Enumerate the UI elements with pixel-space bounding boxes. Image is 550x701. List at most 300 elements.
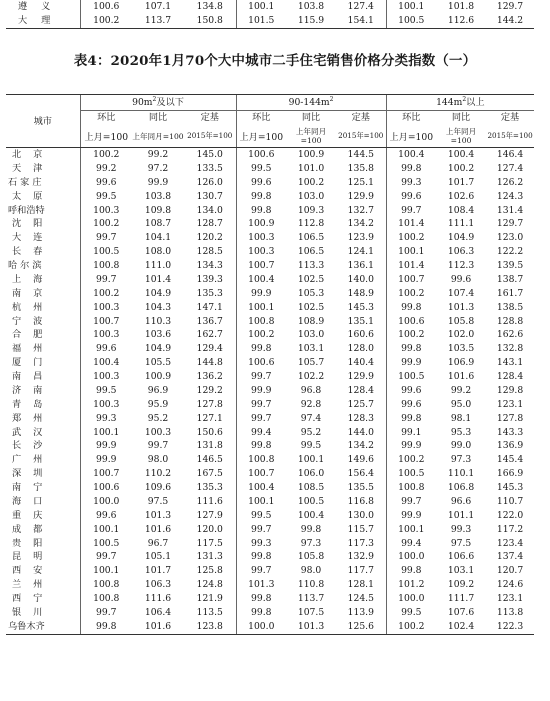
city-name: 济南 <box>12 384 55 396</box>
index-value: 102.5 <box>297 273 325 285</box>
city-name: 南昌 <box>12 371 55 382</box>
table-row <box>6 356 534 370</box>
index-value: 99.8 <box>236 592 286 606</box>
index-value: 100.1 <box>386 523 436 537</box>
index-value: 100.5 <box>80 245 132 259</box>
index-value: 99.9 <box>236 384 286 398</box>
index-value: 100.2 <box>297 176 325 188</box>
index-value: 100.2 <box>236 328 286 342</box>
index-value: 99.5 <box>236 509 286 523</box>
city-name: 兰州 <box>12 579 55 591</box>
index-value: 99.7 <box>236 523 286 537</box>
table-row <box>6 162 534 176</box>
index-value: 111.0 <box>144 260 172 271</box>
index-value: 101.1 <box>447 509 475 521</box>
index-value: 101.3 <box>447 301 475 313</box>
index-value: 107.5 <box>297 606 325 618</box>
city-name: 深圳 <box>12 468 55 480</box>
index-value: 120.7 <box>496 565 524 577</box>
index-value: 100.8 <box>80 578 132 592</box>
index-value: 100.2 <box>80 217 132 231</box>
city-name: 福州 <box>12 343 55 355</box>
index-value: 105.8 <box>297 551 325 563</box>
index-value: 100.5 <box>386 467 436 481</box>
index-value: 97.4 <box>300 412 322 424</box>
index-value: 104.9 <box>447 232 475 244</box>
index-value: 100.2 <box>386 620 436 634</box>
table-row <box>6 439 534 453</box>
index-value: 99.0 <box>450 440 472 452</box>
index-value: 111.6 <box>196 495 223 507</box>
index-value: 100.1 <box>80 523 132 537</box>
table-row <box>6 537 534 551</box>
index-value: 135.5 <box>347 482 374 493</box>
city-name: 上海 <box>12 273 55 285</box>
index-value: 131.4 <box>496 204 524 216</box>
index-value: 120.0 <box>196 523 223 535</box>
index-value: 99.3 <box>80 412 132 426</box>
index-value: 128.3 <box>347 412 374 424</box>
city-name: 贵阳 <box>12 537 55 549</box>
index-value: 115.7 <box>347 523 374 535</box>
index-value: 100.2 <box>80 14 132 29</box>
index-value: 130.7 <box>196 190 223 202</box>
index-value: 150.6 <box>196 426 223 438</box>
index-value: 99.7 <box>386 204 436 218</box>
city-name: 长春 <box>12 246 55 258</box>
index-value: 100.1 <box>80 564 132 578</box>
index-value: 100.2 <box>80 287 132 301</box>
index-value: 98.0 <box>300 565 322 577</box>
index-value: 99.7 <box>80 231 132 245</box>
metric-header: 环比 <box>386 111 436 126</box>
index-value: 130.0 <box>347 509 374 521</box>
index-value: 140.0 <box>347 273 374 285</box>
index-value: 100.4 <box>386 148 436 162</box>
index-value: 100.9 <box>144 371 172 382</box>
index-value: 101.6 <box>132 620 184 634</box>
index-value: 123.0 <box>496 232 524 244</box>
index-value: 117.2 <box>496 523 524 535</box>
index-value: 109.2 <box>447 579 475 591</box>
index-value: 121.9 <box>196 593 223 604</box>
index-value: 101.3 <box>286 620 336 634</box>
metric-header: 定基 <box>500 112 520 123</box>
city-name: 哈尔滨 <box>8 260 45 271</box>
index-value: 112.8 <box>297 218 325 230</box>
index-value: 126.2 <box>496 176 524 188</box>
index-value: 138.7 <box>496 273 524 285</box>
index-value: 123.4 <box>496 537 524 549</box>
index-value: 108.5 <box>297 482 325 493</box>
index-value: 134.2 <box>347 440 374 452</box>
table-row <box>6 0 534 14</box>
index-value: 150.8 <box>184 14 236 29</box>
city-name: 合肥 <box>12 329 55 341</box>
index-value: 105.3 <box>297 287 325 299</box>
table-row <box>6 287 534 301</box>
index-value: 100.0 <box>236 620 286 634</box>
index-value: 100.9 <box>297 149 325 160</box>
city-name: 呼和浩特 <box>8 204 45 216</box>
index-value: 99.8 <box>236 550 286 564</box>
table-row <box>6 523 534 537</box>
index-value: 167.5 <box>196 468 223 480</box>
index-value: 103.8 <box>144 190 172 202</box>
index-value: 106.3 <box>447 246 475 258</box>
table-row <box>6 564 534 578</box>
index-value: 144.2 <box>486 14 534 29</box>
table-row <box>6 370 534 384</box>
index-value: 135.3 <box>196 482 223 493</box>
city-name: 南京 <box>12 287 55 299</box>
table-row <box>6 384 534 398</box>
city-name: 沈阳 <box>12 218 55 230</box>
city-name: 大连 <box>12 232 55 244</box>
index-value: 139.3 <box>196 273 223 285</box>
index-value: 104.9 <box>144 343 172 355</box>
table-row <box>6 495 534 509</box>
index-value: 108.9 <box>297 315 325 327</box>
index-value: 97.3 <box>300 537 322 549</box>
index-value: 104.9 <box>144 287 172 299</box>
index-value: 166.9 <box>496 468 524 480</box>
index-value: 107.1 <box>144 1 172 12</box>
index-value: 124.8 <box>196 579 223 591</box>
index-value: 148.9 <box>347 287 374 299</box>
index-value: 111.1 <box>447 218 475 230</box>
index-value: 127.1 <box>196 412 223 424</box>
index-value: 129.4 <box>196 343 223 355</box>
index-value: 156.4 <box>347 468 374 480</box>
index-value: 100.0 <box>386 550 436 564</box>
city-name: 武汉 <box>12 426 55 438</box>
table-row <box>6 148 534 162</box>
index-value: 122.3 <box>486 620 534 634</box>
index-value: 117.7 <box>347 565 374 577</box>
index-value: 127.8 <box>196 398 223 410</box>
index-value: 127.4 <box>347 1 374 12</box>
city-name: 昆明 <box>12 551 55 563</box>
index-value: 106.5 <box>297 232 325 244</box>
index-value: 102.0 <box>447 329 475 341</box>
index-value: 99.9 <box>147 176 169 188</box>
index-value: 106.5 <box>297 246 325 258</box>
index-value: 128.5 <box>196 246 223 258</box>
city-name: 广州 <box>12 454 55 466</box>
index-value: 100.5 <box>386 14 436 29</box>
index-value: 106.8 <box>447 482 475 493</box>
index-value: 105.1 <box>144 551 172 563</box>
city-column-header: 城市 <box>6 95 80 148</box>
index-value: 139.5 <box>496 260 524 271</box>
index-value: 113.7 <box>132 14 184 29</box>
index-value: 129.2 <box>196 384 223 396</box>
index-value: 95.3 <box>450 426 472 438</box>
index-value: 124.5 <box>347 593 374 604</box>
index-value: 140.4 <box>347 357 374 369</box>
table-row <box>6 398 534 412</box>
base-period-header: 上年同月=100 <box>436 125 486 148</box>
index-value: 99.4 <box>236 426 286 440</box>
city-name: 宁波 <box>12 315 55 327</box>
index-value: 99.3 <box>236 537 286 551</box>
index-value: 99.8 <box>386 162 436 176</box>
city-name: 海口 <box>12 495 55 507</box>
index-value: 99.7 <box>236 370 286 384</box>
index-value: 98.0 <box>147 454 169 466</box>
index-value: 95.2 <box>300 426 322 438</box>
index-value: 125.6 <box>336 620 386 634</box>
index-value: 122.2 <box>496 246 524 258</box>
index-value: 92.8 <box>300 398 322 410</box>
table-row <box>6 467 534 481</box>
table-row <box>6 217 534 231</box>
index-value: 131.3 <box>196 551 223 563</box>
table-row <box>6 606 534 620</box>
index-value: 100.1 <box>236 0 286 14</box>
index-value: 132.8 <box>496 343 524 355</box>
index-value: 135.3 <box>196 287 223 299</box>
index-value: 134.2 <box>347 218 374 230</box>
index-value: 99.9 <box>80 453 132 467</box>
index-value: 100.1 <box>297 454 325 466</box>
index-value: 154.1 <box>336 14 386 29</box>
index-value: 99.7 <box>80 550 132 564</box>
index-value: 125.7 <box>347 398 374 410</box>
index-value: 100.8 <box>80 259 132 273</box>
index-value: 103.6 <box>144 329 172 341</box>
index-value: 105.7 <box>297 357 325 369</box>
index-value: 128.1 <box>347 579 374 591</box>
index-value: 99.9 <box>386 439 436 453</box>
index-value: 110.1 <box>447 468 475 480</box>
index-value: 96.6 <box>450 495 472 507</box>
index-value: 162.6 <box>496 329 524 341</box>
index-value: 124.6 <box>496 579 524 591</box>
table-row <box>6 620 534 634</box>
index-value: 105.8 <box>447 315 475 327</box>
index-value: 108.4 <box>447 204 475 216</box>
index-value: 103.1 <box>447 565 475 577</box>
city-name: 南宁 <box>12 482 55 493</box>
index-value: 110.3 <box>144 315 172 327</box>
table-row <box>6 328 534 342</box>
index-value: 99.5 <box>386 606 436 620</box>
table-row <box>6 509 534 523</box>
index-value: 99.9 <box>386 356 436 370</box>
index-value: 100.8 <box>236 315 286 329</box>
index-value: 95.2 <box>147 412 169 424</box>
index-value: 96.8 <box>300 384 322 396</box>
index-value: 99.8 <box>80 620 132 634</box>
table-row <box>6 301 534 315</box>
index-value: 100.4 <box>80 356 132 370</box>
index-value: 161.7 <box>496 287 524 299</box>
index-value: 143.3 <box>496 426 524 438</box>
index-value: 102.4 <box>436 620 486 634</box>
index-value: 101.4 <box>386 217 436 231</box>
index-value: 100.8 <box>80 592 132 606</box>
index-value: 100.3 <box>144 426 172 438</box>
table-row <box>6 14 534 29</box>
index-value: 100.4 <box>236 273 286 287</box>
table-row <box>6 412 534 426</box>
index-value: 99.9 <box>236 287 286 301</box>
index-value: 100.6 <box>80 481 132 495</box>
index-value: 145.3 <box>347 301 374 313</box>
index-value: 111.7 <box>447 593 475 604</box>
city-name: 北京 <box>12 149 55 160</box>
index-value: 104.3 <box>144 301 172 313</box>
index-value: 99.2 <box>450 384 472 396</box>
index-value: 97.2 <box>147 162 169 174</box>
index-value: 101.7 <box>144 565 172 577</box>
index-value: 125.1 <box>347 176 374 188</box>
index-value: 129.9 <box>347 371 374 382</box>
index-value: 109.8 <box>144 204 172 216</box>
index-value: 107.4 <box>447 287 475 299</box>
index-value: 135.1 <box>347 315 374 327</box>
index-value: 99.6 <box>80 509 132 523</box>
index-value: 115.9 <box>286 14 336 29</box>
metric-header: 环比 <box>236 111 286 126</box>
index-value: 99.6 <box>450 273 472 285</box>
index-value: 96.7 <box>147 537 169 549</box>
index-value: 100.2 <box>447 162 475 174</box>
index-value: 103.1 <box>297 343 325 355</box>
index-value: 99.2 <box>147 149 169 160</box>
index-value: 106.6 <box>447 551 475 563</box>
index-value: 106.3 <box>144 579 172 591</box>
index-value: 100.1 <box>236 495 286 509</box>
index-value: 95.0 <box>450 398 472 410</box>
index-value: 129.7 <box>496 218 524 230</box>
index-value: 113.8 <box>496 606 524 618</box>
index-value: 100.5 <box>386 370 436 384</box>
index-value: 149.6 <box>347 454 374 466</box>
index-value: 96.9 <box>147 384 169 396</box>
index-value: 99.8 <box>236 439 286 453</box>
city-name: 大理 <box>6 14 80 29</box>
index-value: 134.8 <box>196 1 223 12</box>
base-period-header: 2015年=100 <box>336 125 386 148</box>
index-value: 100.3 <box>80 328 132 342</box>
index-value: 100.2 <box>386 231 436 245</box>
base-period-header: 上月=100 <box>386 125 436 148</box>
group-header-medium: $90-144m^2$ <box>236 95 386 111</box>
index-value: 104.1 <box>144 232 172 244</box>
index-value: 108.0 <box>144 246 172 258</box>
city-name: 太原 <box>12 190 55 202</box>
index-value: 100.6 <box>386 315 436 329</box>
index-value: 105.5 <box>144 357 172 369</box>
index-value: 99.6 <box>236 176 286 190</box>
index-value: 101.2 <box>386 578 436 592</box>
index-value: 99.9 <box>386 509 436 523</box>
index-value: 99.8 <box>236 190 286 204</box>
index-value: 129.9 <box>347 190 374 202</box>
index-value: 99.5 <box>236 162 286 176</box>
table-row <box>6 259 534 273</box>
index-value: 99.6 <box>386 398 436 412</box>
table-row <box>6 176 534 190</box>
index-value: 110.2 <box>144 468 172 480</box>
index-value: 132.7 <box>347 204 374 216</box>
index-value: 113.9 <box>347 606 374 618</box>
index-value: 100.3 <box>80 301 132 315</box>
index-value: 101.4 <box>386 259 436 273</box>
index-value: 110.7 <box>496 495 524 507</box>
base-period-header: 上月=100 <box>80 125 132 148</box>
index-value: 100.7 <box>236 467 286 481</box>
index-value: 100.6 <box>236 356 286 370</box>
index-value: 113.7 <box>297 593 325 604</box>
index-value: 117.3 <box>347 537 374 549</box>
base-period-header: 上年同月=100 <box>132 125 184 148</box>
index-value: 117.5 <box>196 537 223 549</box>
index-value: 160.6 <box>347 329 374 341</box>
metric-header: 同比 <box>451 112 471 123</box>
index-value: 100.2 <box>386 287 436 301</box>
index-value: 100.9 <box>236 217 286 231</box>
metric-header: 环比 <box>80 111 132 126</box>
index-value: 100.7 <box>80 467 132 481</box>
index-value: 128.4 <box>496 371 524 382</box>
index-value: 111.6 <box>144 593 172 604</box>
index-value: 101.8 <box>447 1 475 12</box>
index-value: 100.3 <box>236 231 286 245</box>
index-value: 99.2 <box>80 162 132 176</box>
index-value: 99.8 <box>386 301 436 315</box>
index-value: 99.7 <box>80 273 132 287</box>
index-value: 127.9 <box>196 509 223 521</box>
index-value: 101.7 <box>447 176 475 188</box>
index-value: 103.8 <box>297 1 325 12</box>
table-row <box>6 453 534 467</box>
index-value: 106.9 <box>447 357 475 369</box>
city-name: 厦门 <box>12 357 55 369</box>
base-period-header: 2015年=100 <box>486 125 534 148</box>
index-value: 101.4 <box>144 273 172 285</box>
index-value: 100.2 <box>386 328 436 342</box>
index-value: 99.7 <box>236 564 286 578</box>
index-value: 97.3 <box>450 454 472 466</box>
index-value: 128.7 <box>196 218 223 230</box>
page-title: 表4：2020年1月70个大中城市二手住宅销售价格分类指数（一） <box>73 53 477 69</box>
index-value: 100.3 <box>80 398 132 412</box>
index-value: 100.7 <box>236 259 286 273</box>
index-value: 97.5 <box>450 537 472 549</box>
index-value: 144.8 <box>196 357 223 369</box>
index-value: 144.0 <box>347 426 374 438</box>
index-value: 122.0 <box>496 509 524 521</box>
table-row <box>6 550 534 564</box>
index-value: 106.0 <box>297 468 325 480</box>
index-value: 101.5 <box>236 14 286 29</box>
index-value: 101.3 <box>144 509 172 521</box>
index-value: 103.0 <box>297 190 325 202</box>
index-value: 100.6 <box>80 0 132 14</box>
index-value: 101.6 <box>447 371 475 382</box>
table-row <box>6 245 534 259</box>
index-value: 100.4 <box>236 481 286 495</box>
base-period-header: 上月=100 <box>236 125 286 148</box>
index-value: 97.5 <box>147 495 169 507</box>
index-value: 100.1 <box>236 301 286 315</box>
index-value: 123.9 <box>347 232 374 244</box>
index-value: 99.7 <box>236 412 286 426</box>
